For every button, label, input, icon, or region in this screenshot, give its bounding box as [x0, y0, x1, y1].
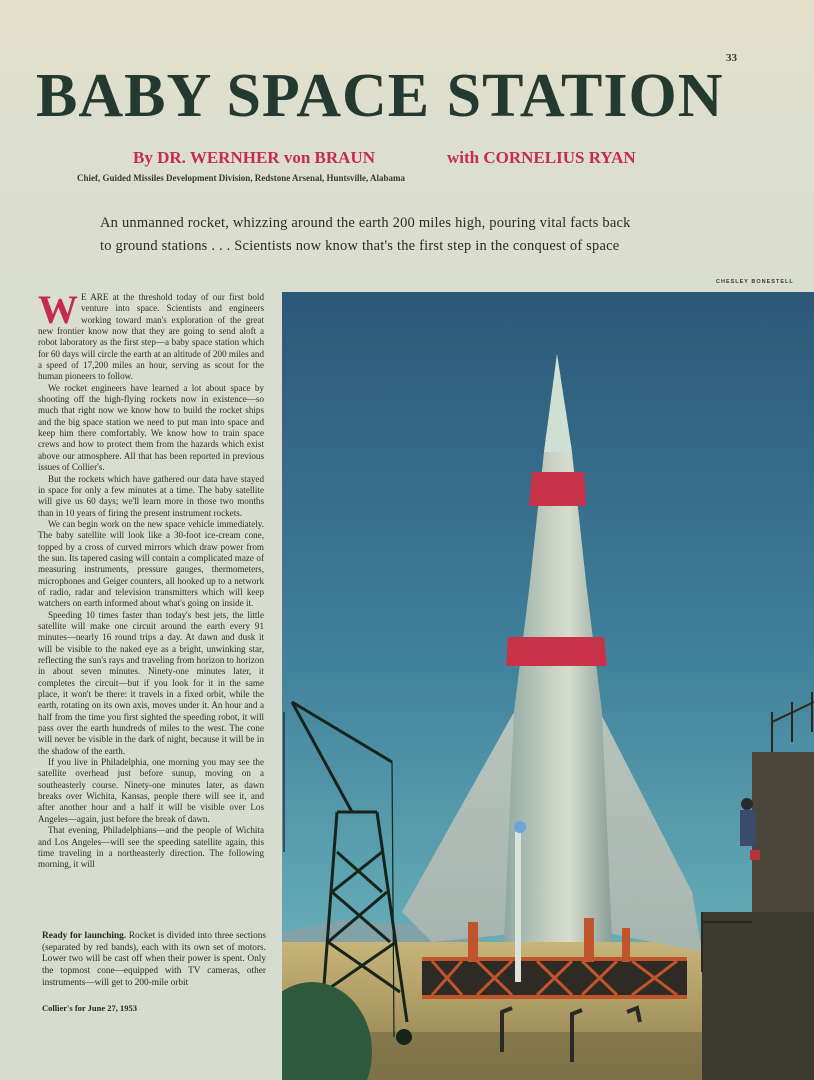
byline-coauthor: with CORNELIUS RYAN: [447, 148, 636, 167]
paragraph-3: But the rockets which have gathered our data have stayed in space for only a few minutes at a time. The baby satellite will give us 60 days; we'll learn more in those two months than in 10 years of firing the present instrument rockets.: [38, 473, 264, 518]
article-column: [38, 287, 265, 871]
page-number: 33: [726, 52, 737, 64]
deck-line-2: to ground stations . . . Scientists now know that's the first step in the conquest of space: [100, 238, 620, 254]
paragraph-text: E ARE at the threshold today of our first bold venture into space. Scientists and engineers working toward man's exploration of the great new frontier know now that they are going to send aloft a robot laboratory as the first step—a baby space station which for 60 days will circle the earth at an altitude of 200 miles and a speed of 17,200 miles an hour, serving as scout for the human pioneers to follow.: [38, 292, 265, 382]
issue-footer: Collier's for June 27, 1953: [42, 1003, 137, 1013]
paragraph-6: If you live in Philadelphia, one morning you may see the satellite overhead just before sunup, moving on a southeasterly course. Ninety-one minutes later, as dawn breaks over Wichita, Kansas, people there will see it, and after another hour and a half it will be visible over Los Angeles—again, just before the break of dawn.: [38, 757, 264, 824]
rocket-launch-scene: [282, 292, 814, 1080]
illustration-caption: [42, 931, 266, 990]
paragraph-1: [38, 287, 265, 383]
rocket-band-upper: [529, 472, 586, 506]
byline-author: By DR. WERNHER von BRAUN: [133, 148, 375, 167]
deck: [100, 212, 700, 258]
paragraph-2: We rocket engineers have learned a lot about space by shooting off the high-flying rockets now in existence—so much that right now we know how to build the rocket ships and the big space station we need to put man into space and keep him there comfortably. We know how to train space crews and how to protect them from the hazards which exist above our atmosphere. All that has been reported in previous issues of Collier's.: [38, 382, 264, 473]
headline: BABY SPACE STATION: [36, 62, 724, 130]
caption-text: Rocket is divided into three sections (separated by red bands), each with its own set of motors. Lower two will be cast off when their power is spent. Only the topmost cone—equipped with TV cameras, other instruments—will get to 200-mile orbit: [42, 931, 266, 988]
paragraph-5: Speeding 10 times faster than today's best jets, the little satellite will make one circuit around the earth every 91 minutes—nearly 16 round trips a day. At dawn and dusk it will be visible to the naked eye as a bright, unwinking star, reflecting the sun's rays and traveling from horizon to horizon in about seven minutes. Ninety-one minutes later, it completes the circuit—but if you look for it in the same place, it won't be there: it travels in a fixed orbit, while the earth, rotating on its own axis, moves under it. An hour and a half from the time you first sighted the speeding robot, it will pass over the earth hundreds of miles to the west. The cone will never be visible in the dark of night, because it will be in the shadow of the earth.: [38, 609, 264, 756]
drop-cap: W: [38, 287, 78, 332]
paragraph-4: We can begin work on the new space vehicle immediately. The baby satellite will look like a 30-foot ice-cream cone, topped by a cross of curved mirrors which draw power from the sun. Its tapered casing will contain a complicated maze of measuring instruments, pressure gauges, thermometers, microphones and Geiger counters, all hooked up to a network of radio, radar and television transmitters which will keep watchers on earth informed about what's going on inside it.: [38, 518, 264, 609]
deck-line-1: An unmanned rocket, whizzing around the earth 200 miles high, pouring vital facts back: [100, 215, 631, 231]
paragraph-7: That evening, Philadelphians—and the people of Wichita and Los Angeles—will see the speeding satellite again, this time traveling in a northeasterly direction. The following morning, it will: [38, 825, 264, 870]
rocket-illustration: [282, 292, 814, 1080]
caption-lead: Ready for launching.: [42, 931, 127, 941]
author-affiliation: Chief, Guided Missiles Development Division, Redstone Arsenal, Huntsville, Alabama: [77, 173, 406, 183]
service-tower: [515, 832, 521, 982]
rocket-band-lower: [506, 637, 607, 666]
art-credit: CHESLEY BONESTELL: [716, 279, 794, 285]
